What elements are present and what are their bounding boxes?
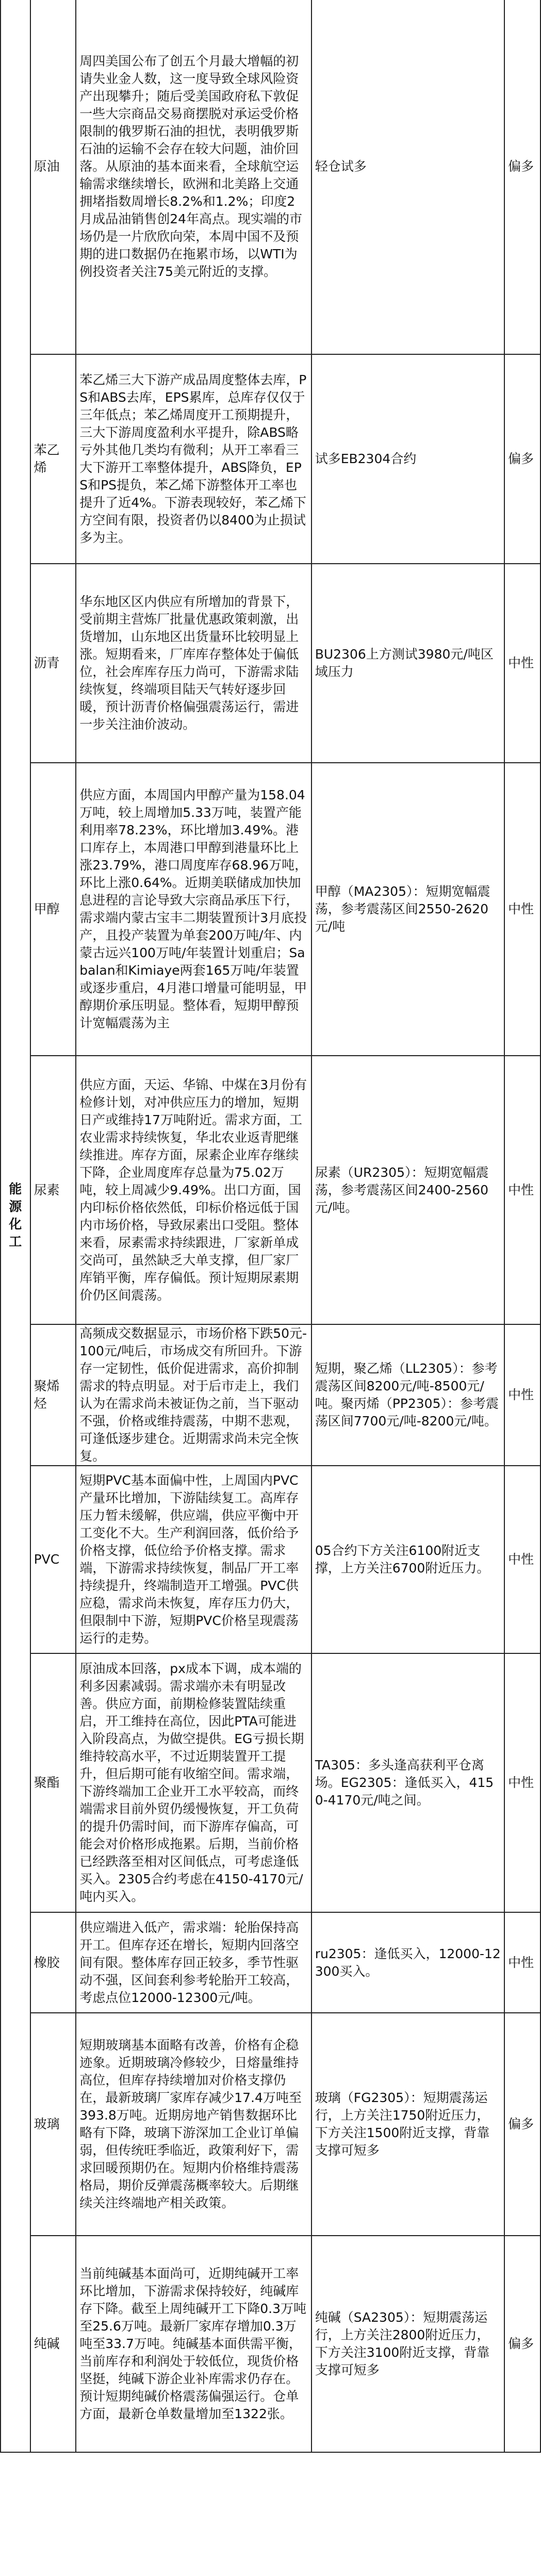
logic-text: 供应端进入低产，需求端：轮胎保持高开工。但库存还在增长，短期内回落空间有限。整体库存回正较多，季节性驱动不强，区间套利参考轮胎开工较高，考虑点位12000-12300元/吨。 xyxy=(76,1912,311,2013)
view-text: 偏多 xyxy=(504,2236,540,2452)
product-name: 纯碱 xyxy=(30,2236,76,2452)
strategy-text: 玻璃（FG2305）：短期震荡运行，上方关注1750附近压力，下方关注1500附近支撑，背靠支撑可短多 xyxy=(312,2013,504,2236)
table-row xyxy=(1,1056,540,1324)
table-row xyxy=(1,1466,540,1653)
logic-text: 周四美国公布了创五个月最大增幅的初请失业金人数，这一度导致全球风险资产出现攀升；随后受美国政府私下敦促一些大宗商品交易商摆脱对承运受价格限制的俄罗斯石油的担忧，表明俄罗斯石油的运输不会存在较大问题，油价回落。从原油的基本面来看，全球航空运输需求继续增长，欧洲和北美路上交通拥堵指数周增长8.2%和1.2%；印度2月成品油销售创24年高点。现实端的市场仍是一片欣欣向荣，本周中国不及预期的进口数据仍在拖累市场，以WTI为例投资者关注75美元附近的支撑。 xyxy=(76,0,311,354)
table-row xyxy=(1,2236,540,2452)
logic-text: 短期PVC基本面偏中性，上周国内PVC产量环比增加，下游陆续复工。高库存压力暂未缓解，供应端，供应平衡中开工变化不大。生产利润回落，低价给予价格支撑，低位给予价格支撑。需求端，下游需求持续恢复，制品厂开工率持续提升，终端制造开工增强。PVC供应稳，需求尚未恢复，库存压力仍大，但限制中下游，短期PVC价格呈现震荡运行的走势。 xyxy=(76,1466,311,1653)
product-name: 聚酯 xyxy=(30,1653,76,1912)
logic-text: 当前纯碱基本面尚可，近期纯碱开工率环比增加，下游需求保持较好，纯碱库存下降。截至上周纯碱开工下降0.3万吨至25.6万吨。最新厂家库存增加0.3万吨至33.7万吨。纯碱基本面供需平衡，当前库存和利润处于较低位，现货价格坚挺，纯碱下游企业补库需求仍存在。预计短期纯碱价格震荡偏强运行。仓单方面，最新仓单数量增加至1322张。 xyxy=(76,2236,311,2452)
logic-text: 原油成本回落，px成本下调，成本端的利多因素减弱。需求端亦未有明显改善。供应方面，前期检修装置陆续重启，开工维持在高位，因此PTA可能进入阶段高点，为做空提供。EG亏损长期维持较高水平，不过近期装置开工提升，但后期可能有收缩空间。需求端，下游终端加工企业开工水平较高，而终端需求目前外贸仍缓慢恢复，开工负荷的提升仍需时间，而下游库存偏高，可能会对价格形成拖累。后期，当前价格已经跌落至相对区间低点，可考虑逢低买入。2305合约考虑在4150-4170元/吨内买入。 xyxy=(76,1653,311,1912)
logic-text: 高频成交数据显示，市场价格下跌50元-100元/吨后，市场成交有所回升。下游存一定韧性，低价促进需求，高价抑制需求的特点明显。对于后市走上，我们认为在需求尚未被证伪之前，当下驱动不强，价格或维持震荡，中期不悲观，可逢低逐步建仓。近期需求尚未完全恢复。 xyxy=(76,1324,311,1466)
logic-text: 供应方面，本周国内甲醇产量为158.04万吨，较上周增加5.33万吨，装置产能利用率78.23%，环比增加3.49%。港口库存上，本周港口甲醇到港量环比上涨23.79%，港口周度库存68.96万吨，环比上涨0.64%。近期美联储成加快加息进程的言论导致大宗商品承压下行，需求端内蒙古宝丰二期装置预计3月底投产，且投产装置为单套200万吨/年、内蒙古远兴100万吨/年装置计划重启；Sabalan和Kimiaye两套165万吨/年装置或逐步重启，4月港口增量可能明显，甲醇期价承压明显。整体看，短期甲醇预计宽幅震荡为主 xyxy=(76,763,311,1056)
category-cell xyxy=(1,0,30,2452)
strategy-text: 试多EB2304合约 xyxy=(312,354,504,564)
view-text: 中性 xyxy=(504,1324,540,1466)
table-row xyxy=(1,2013,540,2236)
table-row xyxy=(1,1653,540,1912)
strategy-text: ru2305：逢低买入，12000-12300买入。 xyxy=(312,1912,504,2013)
strategy-text: 甲醇（MA2305）：短期宽幅震荡，参考震荡区间2550-2620元/吨 xyxy=(312,763,504,1056)
strategy-text: TA305：多头逢高获利平仓离场。EG2305：逢低买入，4150-4170元/吨之间。 xyxy=(312,1653,504,1912)
strategy-text: 尿素（UR2305）：短期宽幅震荡，参考震荡区间2400-2560元/吨。 xyxy=(312,1056,504,1324)
product-name: 聚烯烃 xyxy=(30,1324,76,1466)
view-text: 偏多 xyxy=(504,2013,540,2236)
product-name: 玻璃 xyxy=(30,2013,76,2236)
strategy-text: 05合约下方关注6100附近支撑，上方关注6700附近压力。 xyxy=(312,1466,504,1653)
strategy-text: 轻仓试多 xyxy=(312,0,504,354)
table-row xyxy=(1,0,540,354)
logic-text: 苯乙烯三大下游产成品周度整体去库，PS和ABS去库，EPS累库，总库存仅仅于三年低点；苯乙烯周度开工预期提升，三大下游周度盈利水平提升，除ABS略亏外其他几类均有微利；从开工率看三大下游开工率整体提升，ABS降负，EPS和PS提负，苯乙烯下游整体开工率也提升了近4%。下游表现较好，苯乙烯下方空间有限，投资者仍以8400为止损试多为主。 xyxy=(76,354,311,564)
view-text: 偏多 xyxy=(504,354,540,564)
product-name: 甲醇 xyxy=(30,763,76,1056)
table-row xyxy=(1,564,540,763)
logic-text: 华东地区区内供应有所增加的背景下，受前期主营炼厂批量优惠政策刺激，出货增加，山东地区出货量环比较明显上涨。短期看来，厂库库存整体处于偏低位，社会库库存压力尚可，下游需求陆续恢复，终端项目陆天气转好逐步回暖，预计沥青价格偏强震荡运行，需进一步关注油价波动。 xyxy=(76,564,311,763)
view-text: 中性 xyxy=(504,1912,540,2013)
strategy-text: 纯碱（SA2305）：短期震荡运行，上方关注2800附近压力，下方关注3100附近支撑，背靠支撑可短多 xyxy=(312,2236,504,2452)
product-name: 原油 xyxy=(30,0,76,354)
strategy-text: BU2306上方测试3980元/吨区域压力 xyxy=(312,564,504,763)
table-row xyxy=(1,763,540,1056)
view-text: 中性 xyxy=(504,1056,540,1324)
product-name: 沥青 xyxy=(30,564,76,763)
view-text: 中性 xyxy=(504,763,540,1056)
strategy-text: 短期，聚乙烯（LL2305）：参考震荡区间8200元/吨-8500元/吨。聚丙烯（PP2305）：参考震荡区间7700元/吨-8200元/吨。 xyxy=(312,1324,504,1466)
table-row xyxy=(1,1912,540,2013)
product-name: 橡胶 xyxy=(30,1912,76,2013)
view-text: 中性 xyxy=(504,1466,540,1653)
product-name: 苯乙烯 xyxy=(30,354,76,564)
logic-text: 短期玻璃基本面略有改善，价格有企稳迹象。近期玻璃冷修较少，日熔量维持高位，但库存持续增加对价格支撑仍在，最新玻璃厂家库存减少17.4万吨至393.8万吨。近期房地产销售数据环比略有下降，玻璃下游深加工企业订单偏弱，但传统旺季临近，政策利好下，需求回暖预期仍在。短期内价格维持震荡格局，期价反弹震荡概率较大。后期继续关注终端地产相关政策。 xyxy=(76,2013,311,2236)
view-text: 中性 xyxy=(504,564,540,763)
category-label: 能源化工 xyxy=(9,1182,22,1249)
view-text: 中性 xyxy=(504,1653,540,1912)
product-name: 尿素 xyxy=(30,1056,76,1324)
logic-text: 供应方面，天运、华锦、中煤在3月份有检修计划，对冲供应压力的增加，短期日产或维持17万吨附近。需求方面，工农业需求持续恢复，华北农业返青肥继续推进。库存方面，尿素企业库存继续下降，企业周度库存总量为75.02万吨，较上周减少9.49%。出口方面，国内印标价格依然低，印标价格远低于国内市场价格，导致尿素出口受阻。整体来看，尿素需求持续跟进，厂家新单成交尚可，虽然缺乏大单支撑，但厂家厂库销平衡，库存偏低。预计短期尿素期价仍区间震荡。 xyxy=(76,1056,311,1324)
table-row xyxy=(1,354,540,564)
table-row xyxy=(1,1324,540,1466)
product-name: PVC xyxy=(30,1466,76,1653)
view-text: 偏多 xyxy=(504,0,540,354)
